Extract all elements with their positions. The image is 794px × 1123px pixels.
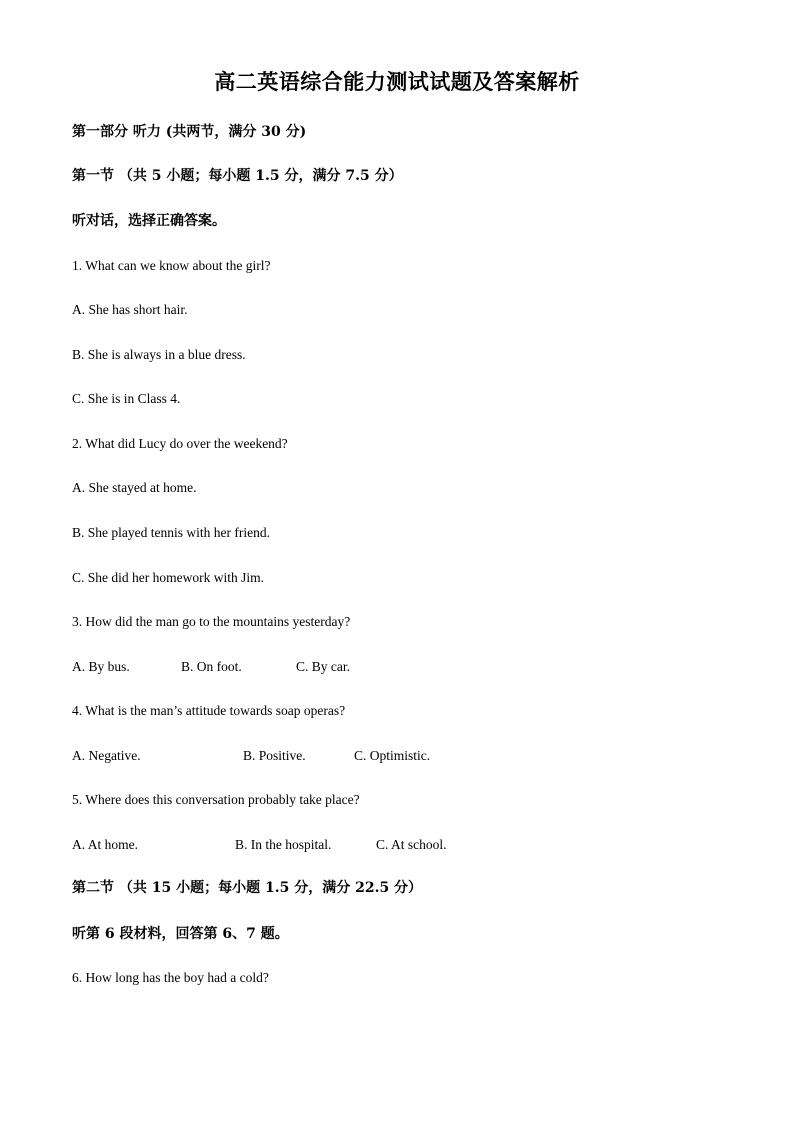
question-option: C. Optimistic. xyxy=(354,748,431,763)
section1-heading: 第一节 （共 5 小题；每小题 1.5 分，满分 7.5 分） xyxy=(72,168,403,184)
section1-instruction: 听对话，选择正确答案。 xyxy=(72,213,226,229)
question-option: A. By bus. xyxy=(72,659,130,674)
question-option: B. She is always in a blue dress. xyxy=(72,347,246,362)
question-stem: 2. What did Lucy do over the weekend? xyxy=(72,436,288,451)
section2-heading: 第二节 （共 15 小题；每小题 1.5 分，满分 22.5 分） xyxy=(72,880,423,896)
question-option: B. On foot. xyxy=(181,659,242,674)
question-stem: 5. Where does this conversation probably take place? xyxy=(72,792,360,807)
question-option: B. She played tennis with her friend. xyxy=(72,525,270,540)
question-option: C. She did her homework with Jim. xyxy=(72,570,264,585)
question-option: A. Negative. xyxy=(72,748,141,763)
question-stem: 6. How long has the boy had a cold? xyxy=(72,970,269,985)
question-stem: 4. What is the man’s attitude towards soap operas? xyxy=(72,703,346,718)
question-stem: 3. How did the man go to the mountains yesterday? xyxy=(72,614,351,629)
part1-heading: 第一部分 听力 (共两节，满分 30 分) xyxy=(72,124,307,140)
question-option: C. By car. xyxy=(296,659,350,674)
question-option: C. At school. xyxy=(376,837,447,852)
question-option: C. She is in Class 4. xyxy=(72,391,181,406)
question-option: A. At home. xyxy=(72,837,138,852)
question-option: B. In the hospital. xyxy=(235,837,332,852)
question-option: A. She stayed at home. xyxy=(72,480,197,495)
question-option: B. Positive. xyxy=(243,748,306,763)
question-stem: 1. What can we know about the girl? xyxy=(72,258,271,273)
section2-instruction: 听第 6 段材料，回答第 6、7 题。 xyxy=(72,926,289,942)
question-option: A. She has short hair. xyxy=(72,302,188,317)
page-title: 高二英语综合能力测试试题及答案解析 xyxy=(214,69,580,94)
